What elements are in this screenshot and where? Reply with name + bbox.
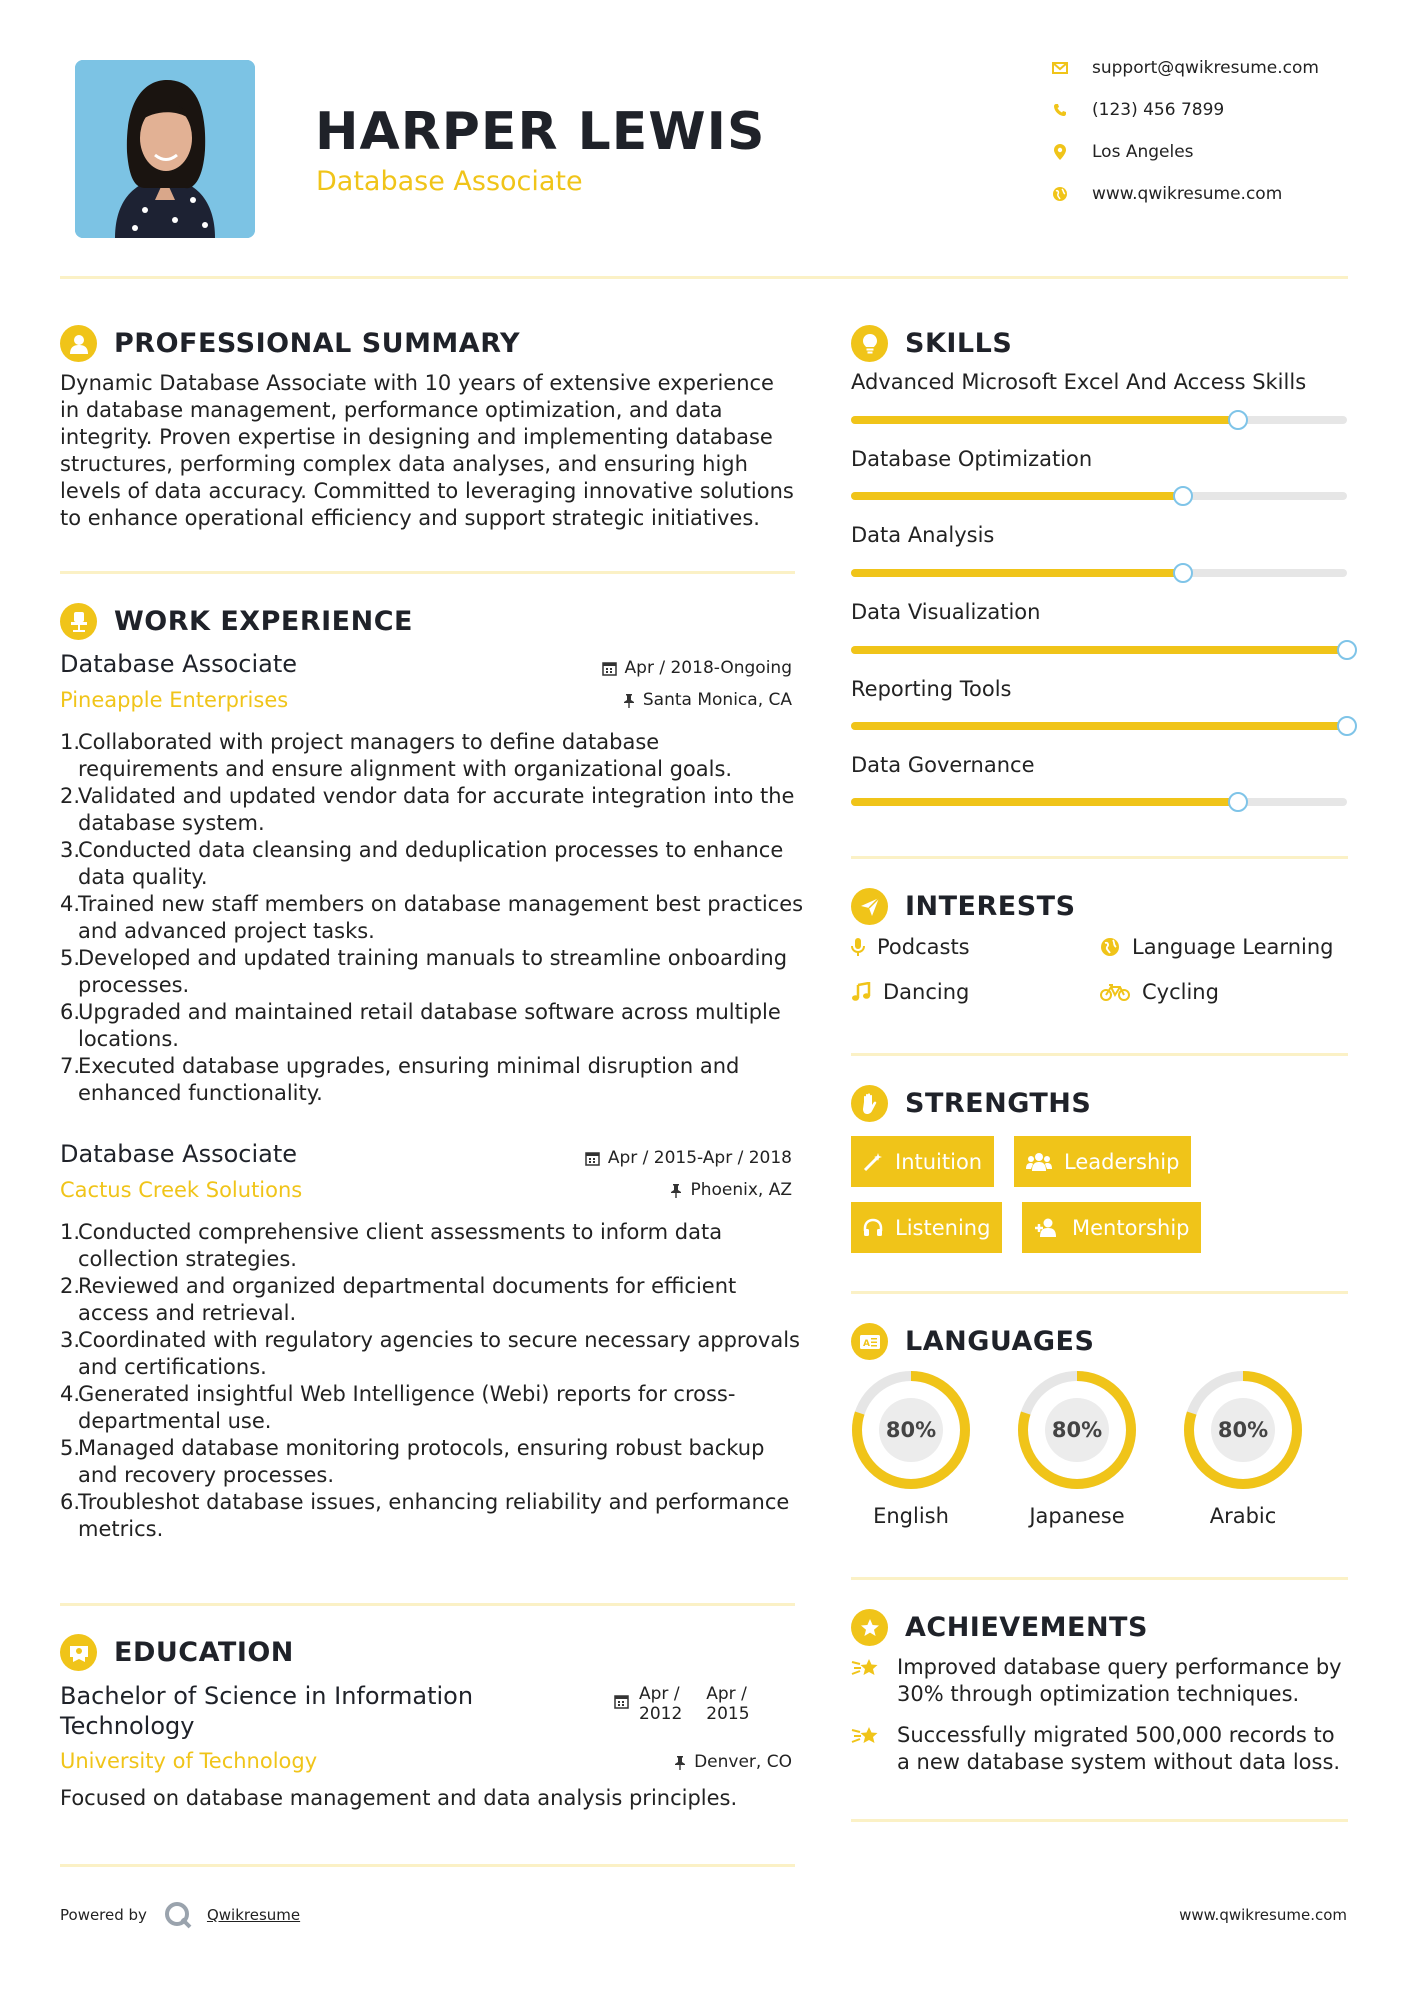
degree-title: Bachelor of Science in Information Technology	[60, 1682, 474, 1740]
strength-label: Leadership	[1064, 1149, 1180, 1174]
skill-3-knob	[1173, 563, 1193, 583]
skill-5-label: Reporting Tools	[851, 677, 1012, 701]
achievement-text: Improved database query performance by 30% through optimization techniques.	[897, 1655, 1342, 1706]
education-location-text: Denver, CO	[694, 1752, 792, 1772]
education-location	[540, 1752, 792, 1772]
achievements-title: ACHIEVEMENTS	[905, 1612, 1148, 1643]
language-percent: 80%	[1217, 1418, 1269, 1442]
shooting-star-icon	[851, 1724, 881, 1748]
footer-website[interactable]: www.qwikresume.com	[1179, 1906, 1347, 1924]
list-item: 1. Collaborated with project managers to define database requirements and ensure alignment with organizational goals.	[60, 730, 733, 781]
strength-mentorship	[1022, 1202, 1201, 1253]
skill-4-fill	[851, 646, 1347, 654]
skill-5-fill	[851, 722, 1347, 730]
interests-divider	[851, 1053, 1348, 1056]
graduation-icon	[60, 1634, 97, 1671]
contact-email-text: support@qwikresume.com	[1092, 58, 1319, 78]
language-card-icon	[851, 1323, 888, 1360]
interest-label: Language Learning	[1132, 935, 1334, 959]
job-2-company: Cactus Creek Solutions	[60, 1178, 303, 1202]
strength-intuition	[851, 1136, 994, 1187]
skill-3-fill	[851, 569, 1183, 577]
music-note-icon	[851, 982, 871, 1002]
summary-title: PROFESSIONAL SUMMARY	[114, 328, 521, 359]
star-badge-icon	[851, 1609, 888, 1646]
language-japanese	[1015, 1368, 1139, 1528]
skill-1-bar	[851, 416, 1347, 424]
contact-location-text: Los Angeles	[1092, 142, 1194, 162]
job-1-location-text: Santa Monica, CA	[642, 690, 792, 710]
raised-hand-icon	[851, 1085, 888, 1122]
shooting-star-icon	[851, 1656, 881, 1680]
education-title: EDUCATION	[114, 1637, 294, 1668]
microphone-icon	[851, 937, 865, 957]
achievement-2	[851, 1722, 1348, 1776]
job-2-title: Database Associate	[60, 1140, 297, 1168]
strengths-divider	[851, 1291, 1348, 1294]
education-dates: Apr / 2012 Apr / 2015	[614, 1684, 750, 1724]
language-arabic	[1181, 1368, 1305, 1528]
list-item: 5. Managed database monitoring protocols, ensuring robust backup and recovery processes.	[60, 1436, 765, 1487]
list-item: 2. Validated and updated vendor data for accurate integration into the database system.	[60, 784, 795, 835]
bicycle-icon	[1100, 983, 1130, 1001]
list-item: 5. Developed and updated training manuals to streamline onboarding processes.	[60, 946, 788, 997]
user-plus-icon	[1034, 1218, 1060, 1238]
language-name: English	[873, 1504, 949, 1528]
contact-phone[interactable]	[1050, 100, 1224, 120]
contact-email[interactable]	[1050, 58, 1319, 78]
work-heading	[60, 603, 413, 640]
languages-divider	[851, 1577, 1348, 1580]
skill-2-label: Database Optimization	[851, 447, 1093, 471]
envelope-icon	[1050, 58, 1070, 78]
globe-icon	[1050, 184, 1070, 204]
job-2-location	[540, 1180, 792, 1200]
achievement-text: Successfully migrated 500,000 records to a new database system without data loss.	[897, 1723, 1341, 1774]
work-divider	[60, 1603, 795, 1606]
contact-location	[1050, 142, 1194, 162]
candidate-role: Database Associate	[316, 166, 583, 197]
job-2-dates-text: Apr / 2015-Apr / 2018	[607, 1148, 792, 1168]
language-ring	[1181, 1368, 1305, 1492]
list-item: 3. Coordinated with regulatory agencies to secure necessary approvals and certifications.	[60, 1328, 800, 1379]
achievements-heading	[851, 1609, 1148, 1646]
list-item: 6. Upgraded and maintained retail database software across multiple locations.	[60, 1000, 781, 1051]
language-percent: 80%	[885, 1418, 937, 1442]
powered-by-label: Powered by	[60, 1906, 147, 1924]
svg-text:A: A	[862, 1338, 870, 1349]
office-chair-icon	[60, 603, 97, 640]
calendar-icon	[614, 1694, 629, 1709]
paper-plane-icon	[851, 888, 888, 925]
header-divider	[60, 276, 1348, 279]
contact-phone-text: (123) 456 7899	[1092, 100, 1225, 120]
skill-6-label: Data Governance	[851, 753, 1035, 777]
skills-title: SKILLS	[905, 328, 1013, 359]
job-1-location	[540, 690, 792, 710]
list-item: 4. Generated insightful Web Intelligence (Webi) reports for cross-departmental use.	[60, 1382, 736, 1433]
profile-photo	[75, 60, 255, 238]
contact-website-text: www.qwikresume.com	[1092, 184, 1283, 204]
strength-label: Intuition	[895, 1149, 983, 1174]
skill-3-bar	[851, 569, 1347, 577]
summary-text: Dynamic Database Associate with 10 years of extensive experience in database management, performance optimization, and data integrity. Proven expertise in designing and implementing database structures, performing complex data analyses, and ensuring high levels of data accuracy. Committed to leveraging innovative solutions to enhance operational efficiency and support strategic initiatives.	[60, 371, 794, 530]
job-1-dates	[540, 658, 792, 678]
skill-6-bar	[851, 798, 1347, 806]
candidate-name: HARPER LEWIS	[315, 102, 766, 162]
skill-4-bar	[851, 646, 1347, 654]
list-item: 7. Executed database upgrades, ensuring minimal disruption and enhanced functionality.	[60, 1054, 740, 1105]
school-name: University of Technology	[60, 1749, 318, 1773]
interest-podcasts	[851, 935, 970, 959]
job-2-bullets	[60, 1219, 805, 1543]
skill-2-knob	[1173, 486, 1193, 506]
user-icon	[60, 325, 97, 362]
achievements-divider	[851, 1819, 1348, 1822]
job-2-dates	[540, 1148, 792, 1168]
skill-5-knob	[1337, 716, 1357, 736]
lightbulb-icon	[851, 325, 888, 362]
calendar-icon	[602, 661, 617, 676]
strength-label: Listening	[895, 1215, 991, 1240]
interests-title: INTERESTS	[905, 891, 1076, 922]
language-ring	[1015, 1368, 1139, 1492]
phone-icon	[1050, 100, 1070, 120]
strengths-title: STRENGTHS	[905, 1088, 1092, 1119]
summary-divider	[60, 571, 795, 574]
contact-website[interactable]	[1050, 184, 1282, 204]
interest-cycling	[1100, 980, 1219, 1004]
list-item: 3. Conducted data cleansing and deduplication processes to enhance data quality.	[60, 838, 784, 889]
footer-powered-by	[60, 1900, 300, 1930]
job-1-title: Database Associate	[60, 650, 297, 678]
strength-leadership	[1014, 1136, 1191, 1187]
skills-heading	[851, 325, 1012, 362]
skill-3-label: Data Analysis	[851, 523, 995, 547]
map-pin-icon	[1050, 142, 1070, 162]
skill-1-fill	[851, 416, 1238, 424]
pushpin-icon	[674, 1755, 686, 1770]
users-icon	[1026, 1152, 1052, 1172]
skill-6-fill	[851, 798, 1238, 806]
strength-label: Mentorship	[1072, 1215, 1190, 1240]
interest-dancing	[851, 980, 969, 1004]
list-item: 2. Reviewed and organized departmental documents for efficient access and retrieval.	[60, 1274, 737, 1325]
job-2-location-text: Phoenix, AZ	[690, 1180, 792, 1200]
language-ring	[849, 1368, 973, 1492]
skill-2-fill	[851, 492, 1183, 500]
interest-language-learning	[1100, 935, 1333, 959]
interest-label: Cycling	[1142, 980, 1219, 1004]
strength-listening	[851, 1202, 1002, 1253]
languages-heading	[851, 1323, 1094, 1360]
work-title: WORK EXPERIENCE	[114, 606, 413, 637]
skills-divider	[851, 856, 1348, 859]
list-item: 4. Trained new staff members on database management best practices and advanced project tasks.	[60, 892, 804, 943]
globe-icon	[1100, 937, 1120, 957]
interest-label: Dancing	[883, 980, 970, 1004]
pushpin-icon	[670, 1183, 682, 1198]
job-1-bullets	[60, 729, 805, 1107]
job-1-company: Pineapple Enterprises	[60, 688, 289, 712]
list-item: 1. Conducted comprehensive client assessments to inform data collection strategies.	[60, 1220, 723, 1271]
summary-heading	[60, 325, 520, 362]
skill-4-label: Data Visualization	[851, 600, 1041, 624]
interests-heading	[851, 888, 1076, 925]
education-divider	[60, 1864, 795, 1867]
qwikresume-logo-icon	[163, 1900, 193, 1930]
skill-4-knob	[1337, 640, 1357, 660]
skill-1-knob	[1228, 410, 1248, 430]
language-name: Japanese	[1029, 1504, 1125, 1528]
headphones-icon	[863, 1218, 883, 1238]
interest-label: Podcasts	[877, 935, 970, 959]
languages-title: LANGUAGES	[905, 1326, 1095, 1357]
skill-6-knob	[1228, 792, 1248, 812]
skill-2-bar	[851, 492, 1347, 500]
skill-1-label: Advanced Microsoft Excel And Access Skills	[851, 370, 1307, 394]
achievement-1	[851, 1654, 1348, 1708]
education-heading	[60, 1634, 294, 1671]
language-percent: 80%	[1051, 1418, 1103, 1442]
language-name: Arabic	[1209, 1504, 1277, 1528]
calendar-icon	[585, 1151, 600, 1166]
list-item: 6. Troubleshot database issues, enhancing reliability and performance metrics.	[60, 1490, 790, 1541]
magic-wand-icon	[863, 1152, 883, 1172]
education-description: Focused on database management and data analysis principles.	[60, 1786, 738, 1810]
skill-5-bar	[851, 722, 1347, 730]
pushpin-icon	[623, 693, 635, 708]
strengths-heading	[851, 1085, 1091, 1122]
job-1-dates-text: Apr / 2018-Ongoing	[624, 658, 792, 678]
qwikresume-link[interactable]: Qwikresume	[206, 1906, 301, 1924]
language-english	[849, 1368, 973, 1528]
